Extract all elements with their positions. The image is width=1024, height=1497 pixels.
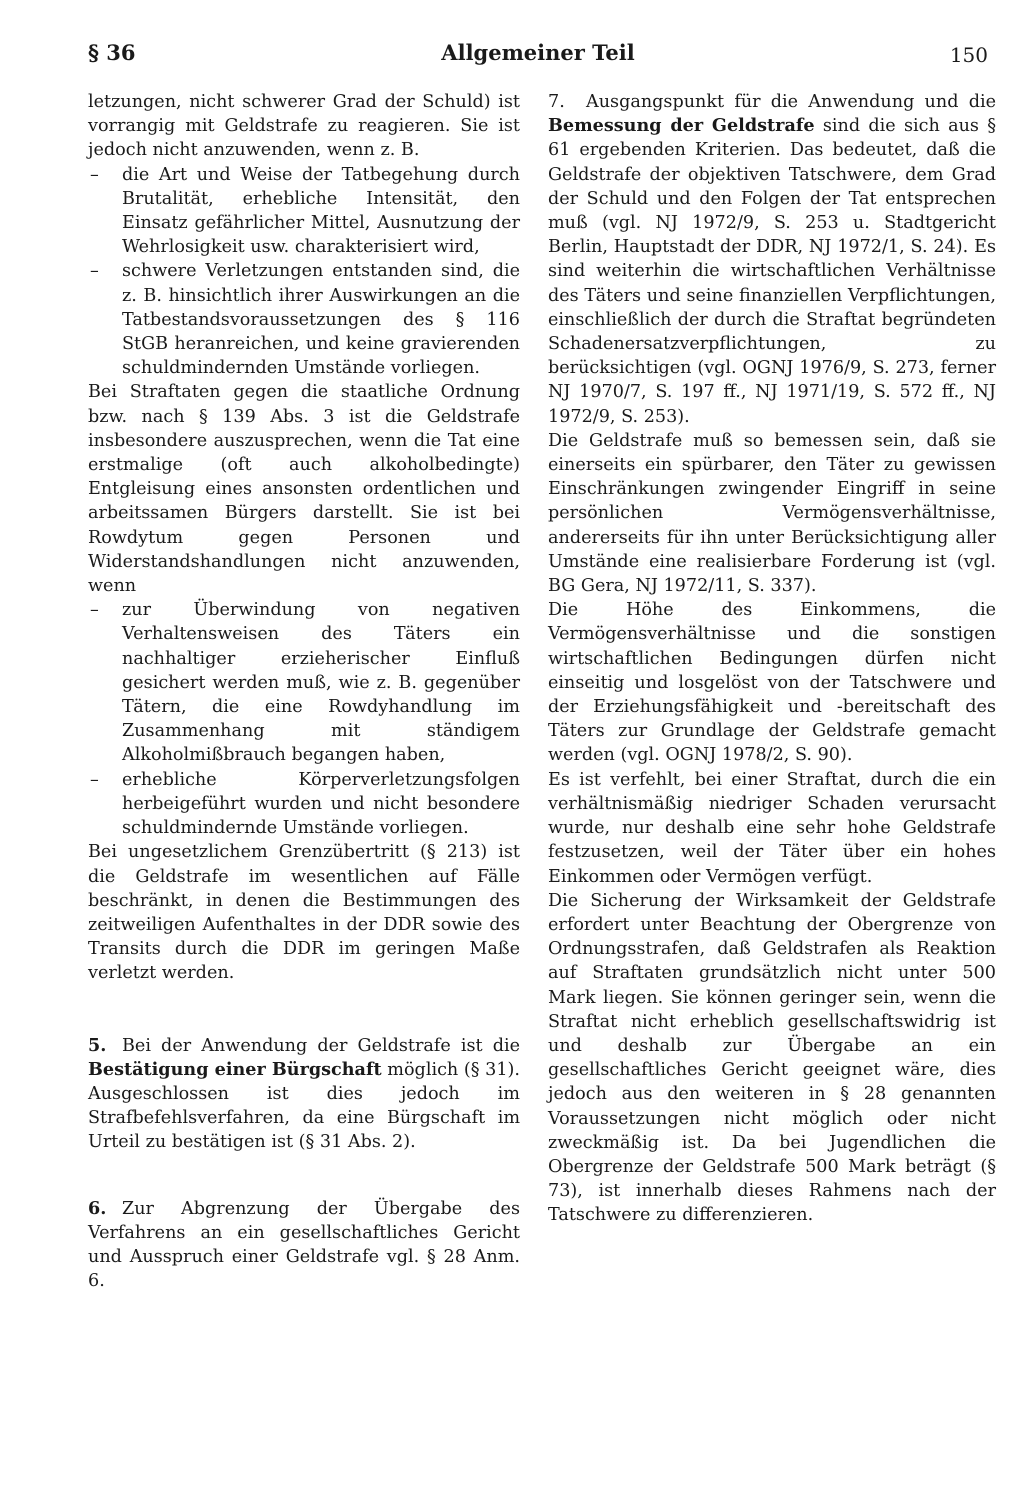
note-number: 5. [88,1034,107,1056]
list-item [88,598,520,767]
note-text: Zur Abgrenzung der Übergabe des Verfahrens an ein gesellschaftliches Gericht und Ausspruch einer Geldstrafe vgl. § 28 Anm. 6. [88,1198,520,1292]
list-item-text: erhebliche Körperverletzungsfolgen herbeigeführt wurden und nicht besondere schuldmindernde Umstände vorliegen. [122,769,520,839]
note-text: Bei der Anwendung der Geldstrafe ist die [122,1035,520,1056]
dash-list-exceptions [88,163,520,381]
note-text: sind die sich aus § 61 ergebenden Kriterien. Das bedeutet, daß die Geldstrafe der objektiven Tatschwere, dem Grad der Schuld und den Folgen der Tat entsprechen muß (vgl. NJ 1972/9, S. 253 u. Stadtgericht Berlin, Hauptstadt der DDR, NJ 1972/1, S. 24). Es sind weiterhin die wirtschaftlichen Verhältnisse des Täters und seine finanziellen Verpflichtungen, einschließlich der durch die Straftat begründeten Schadenersatzverpflichtungen, zu berücksichtigen (vgl. OGNJ 1976/9, S. 273, ferner NJ 1970/7, S. 197 ff., NJ 1971/19, S. 572 ff., NJ 1972/9, S. 253). [548,116,996,427]
page-header [88,40,988,76]
dash-marker: – [90,261,99,282]
paragraph-verfehlt: Es ist verfehlt, bei einer Straftat, durch die ein verhältnismäßig niedriger Schaden verursacht wurde, nur deshalb eine sehr hohe Geldstrafe festzusetzen, weil der Täter über ein hohes Einkommen oder Vermögen verfügt. [548,769,996,887]
list-item [88,259,520,380]
left-column [88,90,520,1293]
paragraph-staatliche-ordnung: Bei Straftaten gegen die staatliche Ordnung bzw. nach § 139 Abs. 3 ist die Geldstrafe insbesondere auszusprechen, wenn die Tat eine erstmalige (oft auch alkoholbedingte) Entgleisung eines ansonsten ordentlichen und arbeitssamen Bürgers darstellt. Sie ist bei Rowdytum gegen Personen und Widerstandshandlungen nicht anzuwenden, wenn [88,382,520,597]
list-item-text: zur Überwindung von negativen Verhaltensweisen des Täters ein nachhaltiger erzieherischer Einfluß gesichert werden muß, wie z. B. gegenüber Tätern, die eine Rowdyhandlung im Zusammenhang mit ständigem Alkoholmißbrauch begangen haben, [122,600,520,766]
list-item-text: schwere Verletzungen entstanden sind, die z. B. hinsichtlich ihrer Auswirkungen an die Tatbestandsvoraussetzungen des § 116 StGB heranreichen, und keine gravierenden schuldmindernden Umstände vorliegen. [122,261,520,379]
dash-list-rowdytum [88,598,520,840]
list-item-text: die Art und Weise der Tatbegehung durch Brutalität, erhebliche Intensität, den Einsatz gefährlicher Mittel, Ausnutzung der Wehrlosigkeit usw. charakterisiert wird, [122,164,520,258]
note-6 [88,1197,520,1294]
note-7 [548,90,996,429]
list-item [88,768,520,841]
note-5 [88,1034,520,1155]
note-number: 7. [548,92,565,112]
note-text: Ausgangspunkt für die Anwendung und die [586,92,996,112]
dash-marker: – [90,600,99,621]
paragraph-continuation: letzungen, nicht schwerer Grad der Schuld) ist vorrangig mit Geldstrafe zu reagieren. Sie ist jedoch nicht anzuwenden, wenn z. B. [88,92,520,161]
note-number: 6. [88,1197,107,1219]
right-column [548,90,996,1228]
note-emphasis: Bestätigung einer Bürgschaft [88,1058,382,1080]
note-emphasis: Bemessung der Geldstrafe [548,115,815,137]
dash-marker: – [90,164,99,185]
paragraph-wirksamkeit: Die Sicherung der Wirksamkeit der Geldstrafe erfordert unter Beachtung der Obergrenze von Ordnungsstrafen, daß Geldstrafen als Reaktion auf Straftaten grundsätzlich nicht unter 500 Mark liegen. Sie können geringer sein, wenn die Straftat nicht erheblich gesellschaftswidrig ist und deshalb zur Übergabe an ein gesellschaftliches Gericht geeignet wäre, dies jedoch aus den weiteren in § 28 genannten Voraussetzungen nicht möglich oder nicht zweckmäßig ist. Da bei Jugendlichen die Obergrenze der Geldstrafe 500 Mark beträgt (§ 73), ist innerhalb dieses Rahmens nach der Tatschwere zu differenzieren. [548,890,996,1226]
section-reference: § 36 [88,40,136,65]
paragraph-bemessung: Die Geldstrafe muß so bemessen sein, daß sie einerseits ein spürbarer, den Täter zu gewissen Einschränkungen zwingender Eingriff in seine persönlichen Vermögensverhältnisse, andererseits für ihn unter Berücksichtigung aller Umstände eine realisierbare Forderung ist (vgl. BG Gera, NJ 1972/11, S. 337). [548,430,996,597]
dash-marker: – [90,769,99,790]
paragraph-grenzuebertritt: Bei ungesetzlichem Grenzübertritt (§ 213) ist die Geldstrafe im wesentlichen auf Fälle beschränkt, in denen die Bestimmungen des zeitweiligen Aufenthaltes in der DDR sowie des Transits durch die DDR im geringen Maße verletzt werden. [88,842,520,984]
list-item [88,163,520,260]
paragraph-einkommen: Die Höhe des Einkommens, die Vermögensverhältnisse und die sonstigen wirtschaftlichen Bedingungen dürfen nicht einseitig und losgelöst von der Tatschwere und der Erziehungsfähigkeit und -bereitschaft des Täters zur Grundlage der Geldstrafe gemacht werden (vgl. OGNJ 1978/2, S. 90). [548,600,996,766]
page-number: 150 [949,43,988,67]
running-title: Allgemeiner Teil [441,40,635,65]
note-text: möglich (§ 31). Ausgeschlossen ist dies jedoch im Strafbefehlsverfahren, da eine Bürgschaft im Urteil zu bestätigen ist (§ 31 Abs. 2). [88,1059,520,1153]
